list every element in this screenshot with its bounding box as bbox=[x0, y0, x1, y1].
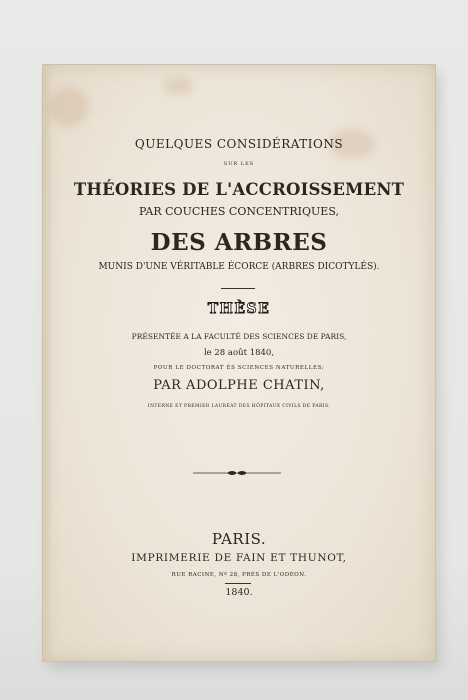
date-line: le 28 août 1840, bbox=[203, 348, 275, 358]
year-line: 1840. bbox=[225, 587, 253, 598]
separator-rule bbox=[221, 288, 255, 289]
these-heading: THÈSE bbox=[207, 301, 271, 317]
title-line-6: MUNIS D'UNE VÉRITABLE ÉCORCE (ARBRES DICOTYLÉS). bbox=[98, 262, 380, 272]
author-title-line: INTERNE ET PREMIER LAURÉAT DES HÔPITAUX CIVILS DE PARIS. bbox=[147, 404, 331, 409]
title-line-4: PAR COUCHES CONCENTRIQUES, bbox=[139, 205, 339, 218]
author-line: PAR ADOLPHE CHATIN, bbox=[153, 378, 325, 393]
separator-rule-small bbox=[225, 583, 251, 584]
title-line-2: SUR LES bbox=[223, 161, 255, 167]
title-line-1: QUELQUES CONSIDÉRATIONS bbox=[134, 137, 344, 151]
title-page bbox=[42, 64, 436, 662]
ornamental-rule-icon bbox=[193, 469, 281, 477]
foxing-stain bbox=[49, 87, 89, 127]
title-line-3: THÉORIES DE L'ACCROISSEMENT bbox=[73, 180, 405, 199]
title-line-5: DES ARBRES bbox=[150, 229, 328, 256]
city-line: PARIS. bbox=[211, 530, 267, 548]
printer-line: IMPRIMERIE DE FAIN ET THUNOT, bbox=[131, 552, 347, 564]
doctorate-line: POUR LE DOCTORAT ÈS SCIENCES NATURELLES; bbox=[153, 365, 325, 371]
foxing-stain bbox=[163, 77, 193, 95]
presented-line: PRÉSENTÉE A LA FACULTÉ DES SCIENCES DE PARIS, bbox=[131, 332, 347, 341]
address-line: RUE RACINE, Nº 28, PRÈS DE L'ODÉON. bbox=[171, 572, 307, 578]
